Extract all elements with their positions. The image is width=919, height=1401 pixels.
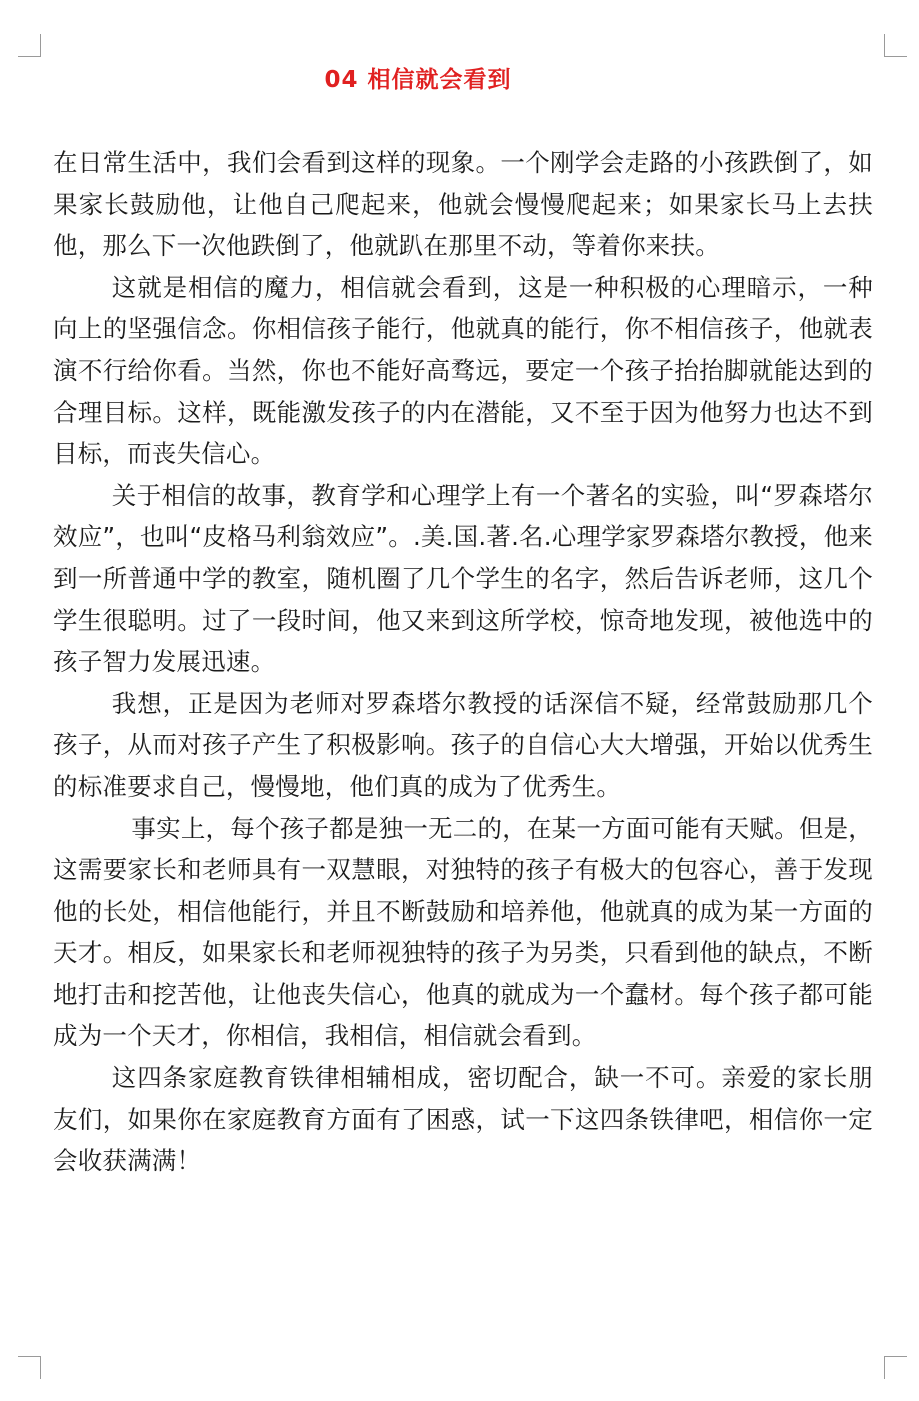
paragraph-4: 我想，正是因为老师对罗森塔尔教授的话深信不疑，经常鼓励那几个孩子，从而对孩子产生了积极影响。孩子的自信心大大增强，开始以优秀生的标准要求自己，慢慢地，他们真的成为了优秀生。 bbox=[53, 688, 873, 801]
document-body bbox=[53, 142, 873, 1182]
crop-mark-bottom-left bbox=[18, 1356, 41, 1379]
paragraph-5: 事实上，每个孩子都是独一无二的，在某一方面可能有天赋。但是，这需要家长和老师具有一双慧眼，对独特的孩子有极大的包容心，善于发现他的长处，相信他能行，并且不断鼓励和培养他，他就真的成为某一方面的天才。相反，如果家长和老师视独特的孩子为另类，只看到他的缺点，不断地打击和挖苦他，让他丧失信心，他真的就成为一个蠢材。每个孩子都可能成为一个天才，你相信，我相信，相信就会看到。 bbox=[53, 813, 873, 1051]
document-title: 04 相信就会看到 bbox=[324, 67, 512, 93]
paragraph-2: 这就是相信的魔力，相信就会看到，这是一种积极的心理暗示，一种向上的坚强信念。你相信孩子能行，他就真的能行，你不相信孩子，他就表演不行给你看。当然，你也不能好高骛远，要定一个孩子抬抬脚就能达到的合理目标。这样，既能激发孩子的内在潜能，又不至于因为他努力也达不到目标，而丧失信心。 bbox=[53, 272, 873, 469]
crop-mark-top-right bbox=[884, 34, 907, 57]
paragraph-6: 这四条家庭教育铁律相辅相成，密切配合，缺一不可。亲爱的家长朋友们，如果你在家庭教育方面有了困惑，试一下这四条铁律吧，相信你一定会收获满满！ bbox=[53, 1063, 873, 1176]
paragraph-3: 关于相信的故事，教育学和心理学上有一个著名的实验，叫“罗森塔尔效应”，也叫“皮格马利翁效应”。.美.国.著.名.心理学家罗森塔尔教授，他来到一所普通中学的教室，随机圈了几个学生的名字，然后告诉老师，这几个学生很聪明。过了一段时间，他又来到这所学校，惊奇地发现，被他选中的孩子智力发展迅速。 bbox=[53, 480, 873, 677]
crop-mark-top-left bbox=[18, 34, 41, 57]
paragraph-1: 在日常生活中，我们会看到这样的现象。一个刚学会走路的小孩跌倒了，如果家长鼓励他，让他自己爬起来，他就会慢慢爬起来；如果家长马上去扶他，那么下一次他跌倒了，他就趴在那里不动，等着你来扶。 bbox=[53, 148, 873, 261]
crop-mark-bottom-right bbox=[884, 1356, 907, 1379]
